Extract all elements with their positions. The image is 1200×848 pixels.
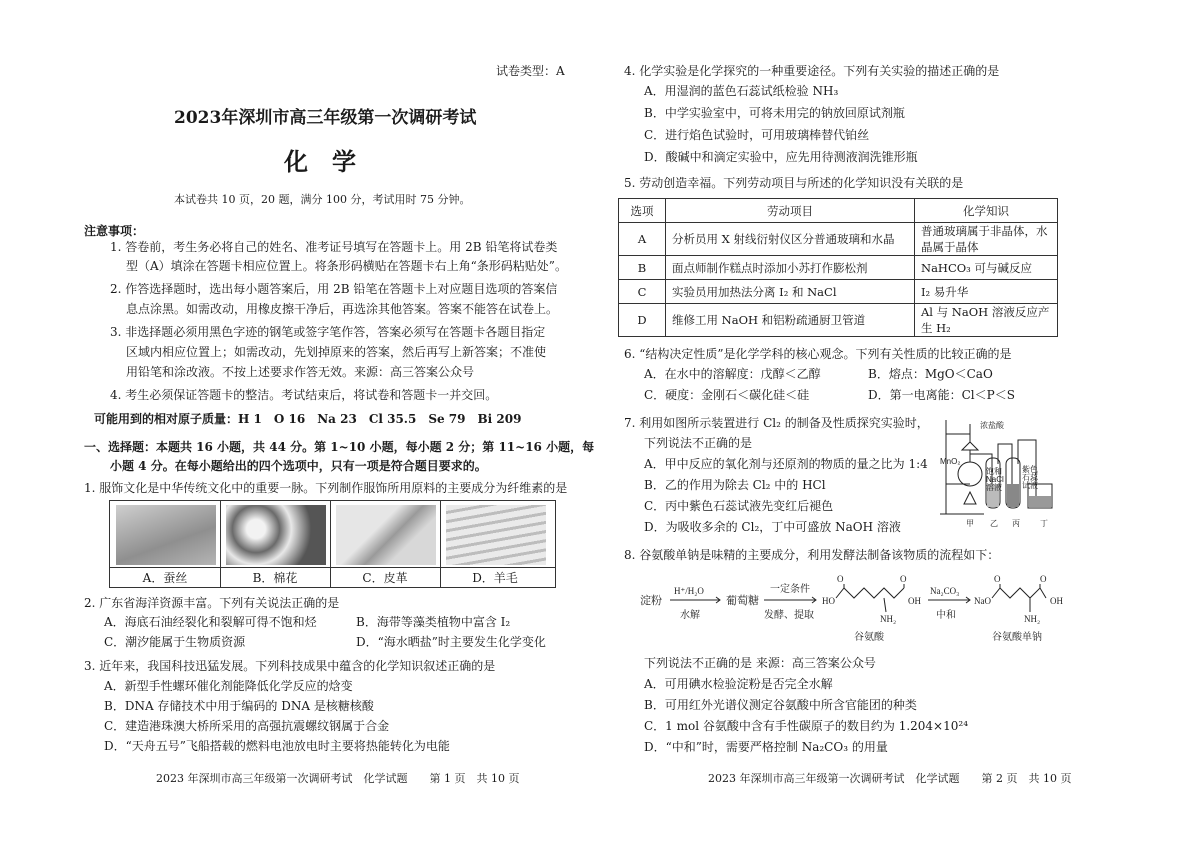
q3-stem: 3. 近年来，我国科技迅猛发展。下列科技成果中蕴含的化学知识叙述正确的是 xyxy=(84,659,496,673)
q4-option-c: C．进行焰色试验时，可用玻璃棒替代铂丝 xyxy=(644,128,870,142)
label-ding: 丁 xyxy=(1040,519,1048,528)
note-line: 区域内相应位置上；如需改动，先划掉原来的答案，然后再写上新答案；不准使 xyxy=(126,345,547,359)
note-line: 息点涂黑。如需改动，用橡皮擦干净后，再选涂其他答案。答案不能答在试卷上。 xyxy=(126,302,559,316)
q7-option-a: A．甲中反应的氧化剂与还原剂的物质的量之比为 1:4 xyxy=(644,457,928,471)
q3-option-d: D．“天舟五号”飞船搭载的燃料电池放电时主要将热能转化为电能 xyxy=(104,739,450,753)
q8-option-a: A．可用碘水检验淀粉是否完全水解 xyxy=(644,677,833,691)
q4-option-d: D．酸碱中和滴定实验中，应先用待测液润洗锥形瓶 xyxy=(644,150,918,164)
table-row xyxy=(619,280,1058,304)
q3-option-b: B．DNA 存储技术中用于编码的 DNA 是核糖核酸 xyxy=(104,699,374,713)
q8-option-d: D．“中和”时，需要严格控制 Na₂CO₃ 的用量 xyxy=(644,740,888,754)
q1-option-c: C．皮革 xyxy=(362,571,408,585)
table-header-row xyxy=(619,199,1058,223)
table-header-cell: 选项 xyxy=(619,199,666,223)
q4-option-a: A．用湿润的蓝色石蕊试纸检验 NH₃ xyxy=(644,84,839,98)
label-nacl-1: 饱和 xyxy=(986,467,1002,476)
note-line: 1. 答卷前，考生务必将自己的姓名、准考证号填写在答题卡上。用 2B 铅笔将试卷类 xyxy=(110,240,558,254)
table-cell: 普通玻璃属于非晶体，水晶属于晶体 xyxy=(915,223,1058,256)
notes-heading: 注意事项： xyxy=(84,224,145,238)
q7-option-b: B．乙的作用为除去 Cl₂ 中的 HCl xyxy=(644,478,826,492)
q2-stem: 2. 广东省海洋资源丰富。下列有关说法正确的是 xyxy=(84,596,340,610)
table-cell: A xyxy=(619,223,666,256)
label-nacl-3: 溶液 xyxy=(986,483,1002,492)
msg-nh2: NH₂ xyxy=(1024,614,1041,624)
note-line: 2. 作答选择题时，选出每小题答案后，用 2B 铅笔在答题卡上对应题目选项的答案信 xyxy=(110,282,558,296)
q6-option-b: B．熔点：MgO＜CaO xyxy=(868,367,993,381)
table-cell: NaHCO₃ 可与碱反应 xyxy=(915,256,1058,280)
q6-option-c: C．硬度：金刚石＜碳化硅＜硅 xyxy=(644,388,810,402)
label-yi: 乙 xyxy=(990,519,998,528)
msg-nao: NaO xyxy=(974,596,991,606)
flow-starch: 淀粉 xyxy=(640,595,662,607)
silk-image xyxy=(116,505,216,565)
table-cell: 面点师制作糕点时添加小苏打作膨松剂 xyxy=(666,256,915,280)
flow-step1-bottom: 水解 xyxy=(680,610,700,621)
table-row xyxy=(619,256,1058,280)
q7-option-d: D．为吸收多余的 Cl₂，丁中可盛放 NaOH 溶液 xyxy=(644,520,901,534)
leather-image xyxy=(336,505,436,565)
msg-oh: OH xyxy=(1050,596,1063,606)
q4-option-b: B．中学实验室中，可将未用完的钠放回原试剂瓶 xyxy=(644,106,905,120)
flow-step3-bottom: 中和 xyxy=(936,610,956,621)
flow-glucose: 葡萄糖 xyxy=(726,595,759,607)
table-cell: 分析员用 X 射线衍射仪区分普通玻璃和水晶 xyxy=(666,223,915,256)
table-cell: B xyxy=(619,256,666,280)
table-header-cell: 劳动项目 xyxy=(666,199,915,223)
page-right xyxy=(618,64,1072,790)
glu-nh2: NH₂ xyxy=(880,614,897,624)
q1-image-strip xyxy=(109,500,556,588)
msg-label: 谷氨酸单钠 xyxy=(992,632,1042,643)
q6-option-d: D．第一电离能：Cl＜P＜S xyxy=(868,388,1015,402)
q7-stem-cont: 下列说法不正确的是 xyxy=(644,436,753,450)
table-cell: I₂ 易升华 xyxy=(915,280,1058,304)
label-litmus-3: 试液 xyxy=(1022,481,1038,490)
note-line: 4. 考生必须保证答题卡的整洁。考试结束后，将试卷和答题卡一并交回。 xyxy=(110,388,498,402)
q7-stem: 7. 利用如图所示装置进行 Cl₂ 的制备及性质探究实验时， xyxy=(624,416,929,430)
q8-option-b: B．可用红外光谱仪测定谷氨酸中所含官能团的种类 xyxy=(644,698,917,712)
glu-oh: OH xyxy=(908,596,921,606)
glu-o-left: O xyxy=(837,574,844,584)
label-nacl-2: NaCl xyxy=(986,475,1004,484)
subject-title: 化 学 xyxy=(284,147,356,176)
page-left xyxy=(84,58,594,788)
flow-step2-bottom: 发酵、提取 xyxy=(764,610,814,621)
flow-step1-top: H⁺/H₂O xyxy=(674,586,704,596)
paper-type: 试卷类型：A xyxy=(496,64,565,78)
q1-option-b: B．棉花 xyxy=(252,571,298,585)
q2-option-d: D．“海水晒盐”时主要发生化学变化 xyxy=(356,635,546,649)
q5-stem: 5. 劳动创造幸福。下列劳动项目与所述的化学知识没有关联的是 xyxy=(624,176,964,190)
table-cell: 实验员用加热法分离 I₂ 和 NaCl xyxy=(666,280,915,304)
note-line: 用铅笔和涂改液。不按上述要求作答无效。来源：高三答案公众号 xyxy=(126,365,475,379)
glu-o-right: O xyxy=(900,574,907,584)
q5-table xyxy=(618,198,1058,337)
table-header-cell: 化学知识 xyxy=(915,199,1058,223)
table-row xyxy=(619,304,1058,337)
table-cell: 维修工用 NaOH 和铝粉疏通厨卫管道 xyxy=(666,304,915,337)
q8-stem: 8. 谷氨酸单钠是味精的主要成分，利用发酵法制备该物质的流程如下： xyxy=(624,548,1000,562)
flow-step2-top: 一定条件 xyxy=(770,584,810,595)
label-bing: 丙 xyxy=(1012,519,1020,528)
label-hcl: 浓盐酸 xyxy=(980,421,1004,430)
section-heading-cont: 小题 4 分。在每小题给出的四个选项中，只有一项是符合题目要求的。 xyxy=(110,459,487,473)
q3-option-c: C．建造港珠澳大桥所采用的高强抗震螺纹钢属于合金 xyxy=(104,719,390,733)
table-cell: C xyxy=(619,280,666,304)
q7-apparatus-figure xyxy=(940,414,1058,532)
q6-option-a: A．在水中的溶解度：戊醇＜乙醇 xyxy=(644,367,821,381)
q3-option-a: A．新型手性螺环催化剂能降低化学反应的焓变 xyxy=(104,679,353,693)
label-litmus-1: 紫色 xyxy=(1022,465,1038,474)
section-heading: 一、选择题：本题共 16 小题，共 44 分。第 1~10 小题，每小题 2 分；第 11~16 小题，每 xyxy=(84,440,595,454)
q1-option-a: A．蚕丝 xyxy=(142,571,188,585)
note-line: 3. 非选择题必须用黑色字迹的钢笔或签字笔作答，答案必须写在答题卡各题目指定 xyxy=(110,325,546,339)
table-cell: D xyxy=(619,304,666,337)
glu-ho: HO xyxy=(822,596,835,606)
footer-right: 2023 年深圳市高三年级第一次调研考试 化学试题 第 2 页 共 10 页 xyxy=(708,772,1072,785)
exam-meta: 本试卷共 10 页，20 题，满分 100 分，考试用时 75 分钟。 xyxy=(174,193,471,206)
atomic-masses: 可能用到的相对原子质量：H 1 O 16 Na 23 Cl 35.5 Se 79 Bi 209 xyxy=(94,412,522,426)
exam-title: 2023年深圳市高三年级第一次调研考试 xyxy=(174,108,477,128)
msg-o-left: O xyxy=(994,574,1001,584)
q6-stem: 6. “结构决定性质”是化学学科的核心观念。下列有关性质的比较正确的是 xyxy=(624,347,1012,361)
msg-o-right: O xyxy=(1040,574,1047,584)
q7-option-c: C．丙中紫色石蕊试液先变红后褪色 xyxy=(644,499,834,513)
cotton-image xyxy=(226,505,326,565)
table-cell: Al 与 NaOH 溶液反应产生 H₂ xyxy=(915,304,1058,337)
q8-prompt: 下列说法不正确的是 来源：高三答案公众号 xyxy=(644,656,876,670)
note-line: 型（A）填涂在答题卡相应位置上。将条形码横贴在答题卡右上角“条形码粘贴处”。 xyxy=(126,259,567,273)
wool-image xyxy=(446,505,546,565)
label-jia: 甲 xyxy=(966,519,974,528)
table-row xyxy=(619,223,1058,256)
flow-step3-top: Na₂CO₃ xyxy=(930,586,960,596)
q2-option-c: C．潮汐能属于生物质资源 xyxy=(104,635,246,649)
q8-option-c: C．1 mol 谷氨酸中含有手性碳原子的数目约为 1.204×10²⁴ xyxy=(644,719,969,733)
q8-flow-diagram xyxy=(640,572,1080,652)
q1-option-d: D．羊毛 xyxy=(472,571,518,585)
q2-option-a: A．海底石油经裂化和裂解可得不饱和烃 xyxy=(104,615,317,629)
q1-stem: 1. 服饰文化是中华传统文化中的重要一脉。下列制作服饰所用原料的主要成分为纤维素的是 xyxy=(84,481,568,495)
label-litmus-2: 石蕊 xyxy=(1022,473,1038,482)
footer-left: 2023 年深圳市高三年级第一次调研考试 化学试题 第 1 页 共 10 页 xyxy=(156,772,520,785)
glu-label: 谷氨酸 xyxy=(854,632,884,643)
label-mno2: MnO₂ xyxy=(940,457,961,466)
q4-stem: 4. 化学实验是化学探究的一种重要途径。下列有关实验的描述正确的是 xyxy=(624,64,1000,78)
q2-option-b: B．海带等藻类植物中富含 I₂ xyxy=(356,615,511,629)
